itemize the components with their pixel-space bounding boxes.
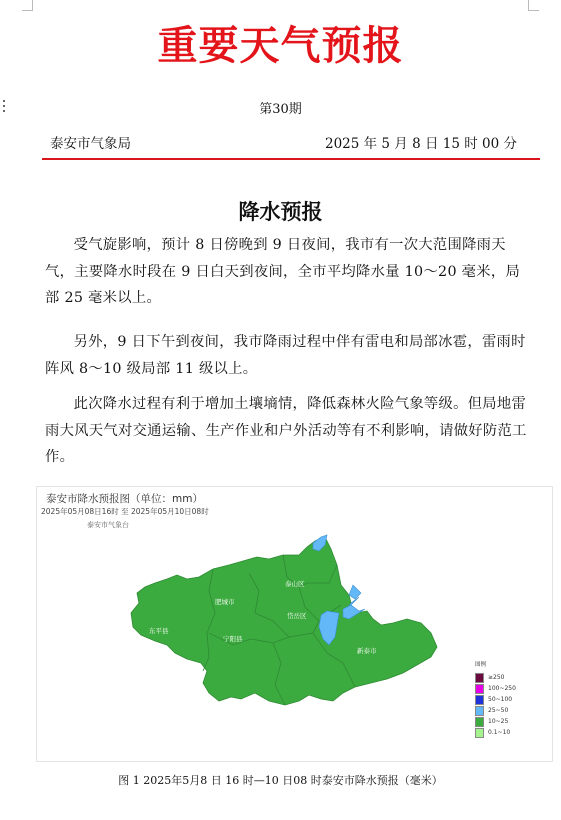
legend-label: 0.1~10: [488, 729, 511, 736]
document-headline: 重要天气预报: [157, 22, 404, 69]
legend-label: 100~250: [488, 685, 516, 692]
map-region-25-50: [349, 585, 361, 599]
legend-item: [475, 706, 535, 717]
legend-item: [475, 673, 535, 684]
issue-number: 第30期: [259, 102, 302, 117]
county-label-feicheng: 肥城市: [215, 598, 235, 606]
issuing-organization: 泰安市气象局: [50, 136, 131, 152]
legend-item: [475, 695, 535, 706]
legend-item: [475, 728, 535, 739]
legend-label: 10~25: [488, 718, 509, 725]
legend-label: ≥250: [488, 674, 505, 681]
article-title: 降水预报: [238, 199, 323, 224]
figure-caption: 图 1 2025年5月8 日 16 时—10 日08 时泰安市降水预报（毫米）: [118, 774, 443, 787]
map-agency: 泰安市气象台: [87, 521, 129, 529]
county-label-dongping: 东平县: [149, 627, 169, 635]
legend-label: 25~50: [488, 707, 509, 714]
precipitation-map-figure: [36, 486, 553, 762]
paragraph-1: 受气旋影响，预计 8 日傍晚到 9 日夜间，我市有一次大范围降雨天气，主要降水时段在 9 日白天到夜间，全市平均降水量 10～20 毫米，局部 25 毫米以上。: [45, 237, 521, 306]
legend-swatch: [475, 673, 484, 683]
legend-swatch: [475, 695, 484, 705]
map-time-range: 2025年05月08日16时 至 2025年05月10日08时: [41, 507, 209, 516]
issue-datetime: 2025 年 5 月 8 日 15 时 00 分: [324, 136, 517, 152]
county-label-daiyue: 岱岳区: [287, 612, 307, 620]
legend-swatch: [475, 717, 484, 727]
legend-item: [475, 717, 535, 728]
legend-swatch: [475, 728, 484, 738]
legend-swatch: [475, 684, 484, 694]
paragraph-2: 另外，9 日下午到夜间，我市降雨过程中伴有雷电和局部冰雹，雷雨时阵风 8～10 级局部 11 级以上。: [45, 334, 526, 377]
legend-swatch: [475, 706, 484, 716]
header-divider: [42, 158, 540, 160]
county-label-xintai: 新泰市: [357, 647, 377, 655]
legend-label: 50~100: [488, 696, 513, 703]
legend-title: 图例: [475, 662, 487, 668]
page-corner-mark: [22, 0, 33, 11]
county-label-ningyang: 宁阳县: [223, 635, 243, 643]
paragraph-3: 此次降水过程有利于增加土壤墒情，降低森林火险气象等级。但局地雷雨大风天气对交通运输、生产作业和户外活动等有不利影响，请做好防范工作。: [45, 396, 527, 465]
legend-item: [475, 684, 535, 695]
map-title: 泰安市降水预报图（单位：mm）: [46, 493, 203, 505]
county-label-taishan: 泰山区: [285, 580, 305, 588]
page-corner-mark: [528, 0, 539, 11]
